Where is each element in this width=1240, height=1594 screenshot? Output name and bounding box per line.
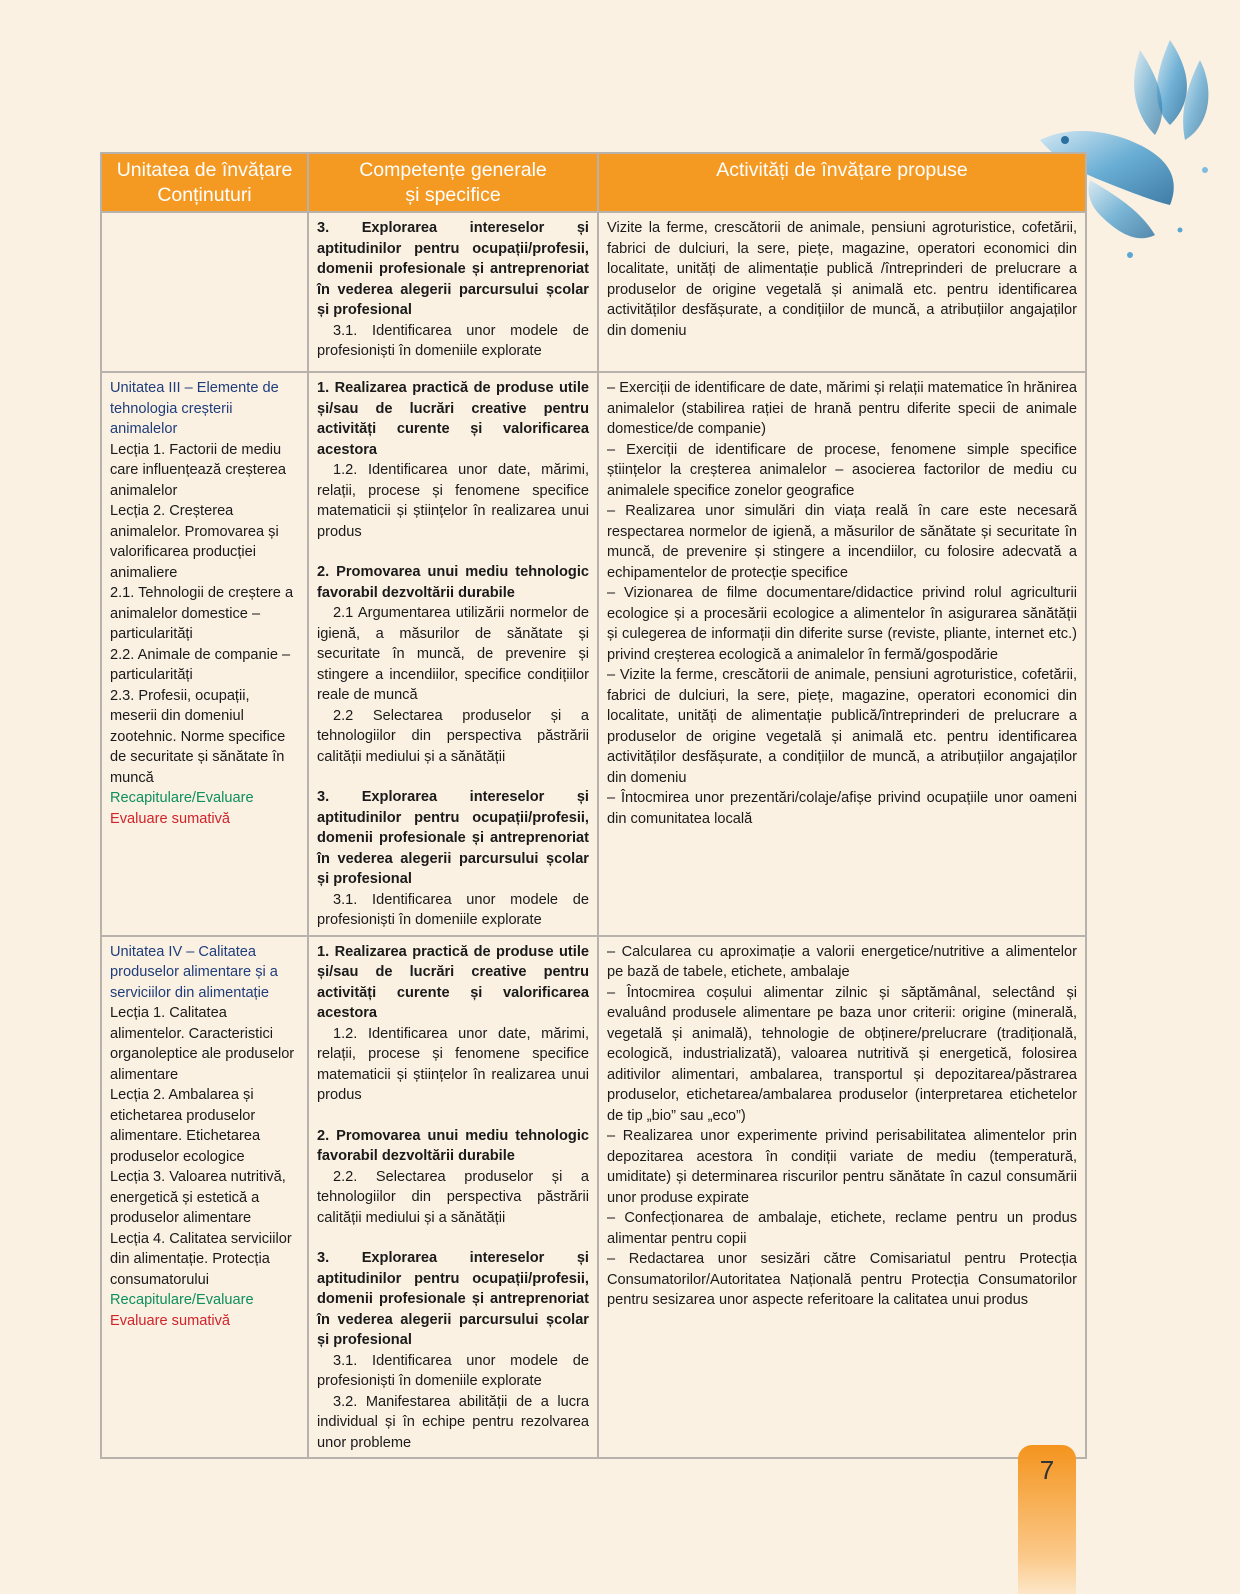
unit-title: Unitatea III – Elemente de tehnologia creșterii animalelor <box>110 380 279 437</box>
activity-item: – Exerciții de identificare de procese, fenomene simple specifice științelor la creșterea animalelor – asocierea factorilor de mediu cu animalele specifice zonelor geografice <box>607 441 1077 499</box>
activity-item: – Realizarea unor simulări din viața reală în care este necesară respectarea normelor de igienă, a măsurilor de sănătate și securitate în muncă, de prevenire și stingere a incendiilor, cu folosire adecvată a echipamentelor de protecție specifice <box>607 503 1077 581</box>
competences-cell <box>308 936 598 1459</box>
lesson-item: Lecția 3. Valoarea nutritivă, energetică și estetică a produselor alimentare <box>110 1169 286 1226</box>
summative-label: Evaluare sumativă <box>110 1312 231 1329</box>
competence-general: 3. Explorarea intereselor și aptitudinilor pentru ocupații/profesii, domenii profesionale și antreprenoriat în vederea alegerii parcursului școlar și profesional <box>317 789 589 887</box>
lesson-item: Lecția 2. Creșterea animalelor. Promovarea și valorificarea producției animaliere <box>110 503 279 581</box>
lesson-item: Lecția 1. Calitatea alimentelor. Caracteristici organoleptice ale produselor alimentare <box>110 1005 295 1083</box>
page-number: 7 <box>1039 1455 1055 1485</box>
competences-cell <box>308 372 598 936</box>
header-activities <box>598 153 1086 212</box>
competence-general: 1. Realizarea practică de produse utile și/sau de lucrări creative pentru activități curente și valorificarea acestora <box>317 380 589 458</box>
lesson-item: 2.2. Animale de companie – particularități <box>110 646 291 683</box>
competence-general: 3. Explorarea intereselor și aptitudinilor pentru ocupații/profesii, domenii profesionale și antreprenoriat în vederea alegerii parcursului școlar și profesional <box>317 1250 589 1348</box>
activities-cell <box>598 936 1086 1459</box>
recap-label: Recapitulare/Evaluare <box>110 1292 254 1308</box>
header-col3-line1: Activități de învățare propuse <box>716 159 968 181</box>
activity-item: Vizite la ferme, crescătorii de animale, pensiuni agroturistice, cofetării, fabrici de dulciuri, la sere, piețe, magazine, operatori economici din localitate, unități de alimentație publică /întreprinderi de prelucrare a produselor de origine vegetală și animală etc. pentru identificarea activităților desfășurate, a condițiilor de muncă, a atribuțiilor angajaților din domeniu <box>607 220 1077 339</box>
competence-specific: 2.1 Argumentarea utilizării normelor de igienă, a măsurilor de sănătate și securitate în muncă, de prevenire și stingere a incendiilor, specifice condițiilor reale de muncă <box>317 605 589 703</box>
unit-cell <box>101 936 308 1459</box>
header-competences <box>308 153 598 212</box>
recap-label: Recapitulare/Evaluare <box>110 790 254 806</box>
competence-specific: 2.2 Selectarea produselor și a tehnologiilor din perspectiva păstrării calității mediului și a sănătății <box>317 707 589 765</box>
summative-label: Evaluare sumativă <box>110 810 231 827</box>
competence-general: 2. Promovarea unui mediu tehnologic favorabil dezvoltării durabile <box>317 1127 589 1164</box>
competence-general: 1. Realizarea practică de produse utile și/sau de lucrări creative pentru activități curente și valorificarea acestora <box>317 943 589 1021</box>
activity-item: – Redactarea unor sesizări către Comisariatul pentru Protecția Consumatorilor/Autoritatea Națională pentru Protecția Consumatorilor pentru sesizarea unor aspecte referitoare la calitatea unui produs <box>607 1251 1077 1308</box>
competence-specific: 1.2. Identificarea unor date, mărimi, relații, procese și fenomene specifice matematicii și științelor în realizarea unui produs <box>317 462 589 540</box>
header-col1-line2: Conținuturi <box>157 184 252 206</box>
activity-item: – Întocmirea unor prezentări/colaje/afișe privind ocupațiile unor oameni din comunitatea locală <box>607 790 1077 827</box>
unit-cell <box>101 212 308 372</box>
activity-item: – Întocmirea coșului alimentar zilnic și săptămânal, selectând și evaluând produsele alimentare pe baza unor criterii: origine (minerală, vegetală și animală), tehnologie de obținere/prelucrare (tradițională, ecologică, industrializată), valoarea nutritivă și energetică, folosirea aditivilor alimentari, ambalarea, transportul și depozitarea/păstrarea produselor, etichetarea/ambalarea produselor (interpretarea etichetelor de tip „bio” sau „eco”) <box>607 984 1077 1124</box>
header-col1-line1: Unitatea de învățare <box>116 159 293 181</box>
competence-general: 3. Explorarea intereselor și aptitudinilor pentru ocupații/profesii, domenii profesionale și antreprenoriat în vederea alegerii parcursului școlar și profesional <box>317 220 589 318</box>
activity-item: – Calcularea cu aproximație a valorii energetice/nutritive a alimentelor pe bază de tabele, etichete, ambalaje <box>607 943 1077 980</box>
unit-cell <box>101 372 308 936</box>
lesson-item: Lecția 4. Calitatea serviciilor din alimentație. Protecția consumatorului <box>110 1230 292 1288</box>
competence-general: 2. Promovarea unui mediu tehnologic favorabil dezvoltării durabile <box>317 564 589 601</box>
activity-item: – Realizarea unor experimente privind perisabilitatea alimentelor prin depozitarea acestora în condiții variate de mediu (temperatură, umiditate) și determinarea riscurilor pentru sănătate în cazul consumării unor produse expirate <box>607 1128 1077 1206</box>
activity-item: – Vizionarea de filme documentare/didactice privind rolul agriculturii ecologice și a procesării ecologice a alimentelor în asigurarea sănătății și culegerea de informații din diferite surse (reviste, pliante, internet etc.) privind creșterea ecologică a animalelor în fermă/gospodărie <box>607 585 1077 663</box>
activities-cell <box>598 212 1086 372</box>
table-row <box>101 372 1086 936</box>
curriculum-table <box>100 152 1087 1459</box>
competence-specific: 3.1. Identificarea unor modele de profesioniști în domeniile explorate <box>317 1352 589 1389</box>
activities-cell <box>598 372 1086 936</box>
table-row <box>101 936 1086 1459</box>
lesson-item: 2.3. Profesii, ocupații, meserii din domeniul zootehnic. Norme specifice de securitate și sănătate în muncă <box>110 687 286 786</box>
table-row <box>101 212 1086 372</box>
competences-cell <box>308 212 598 372</box>
competence-specific: 1.2. Identificarea unor date, mărimi, relații, procese și fenomene specifice matematicii și științelor în realizarea unui produs <box>317 1025 589 1103</box>
header-col2-line1: Competențe generale <box>359 159 547 181</box>
competence-specific: 3.1. Identificarea unor modele de profesioniști în domeniile explorate <box>317 891 589 928</box>
competence-specific: 3.1. Identificarea unor modele de profesioniști în domeniile explorate <box>317 322 589 359</box>
activity-item: – Exerciții de identificare de date, mărimi și relații matematice în hrănirea animalelor (stabilirea rației de hrană pentru diferite specii de animale domestice/de companie) <box>607 380 1077 437</box>
competence-specific: 3.2. Manifestarea abilității de a lucra individual și în echipe pentru rezolvarea unor probleme <box>317 1393 589 1451</box>
header-col2-line2: și specifice <box>405 184 501 206</box>
header-learning-unit <box>101 153 308 212</box>
lesson-item: 2.1. Tehnologii de creștere a animalelor domestice – particularități <box>110 585 294 642</box>
lesson-item: Lecția 1. Factorii de mediu care influențează creșterea animalelor <box>110 441 287 499</box>
unit-title: Unitatea IV – Calitatea produselor alimentare și a serviciilor din alimentație <box>110 943 278 1001</box>
table-header-row <box>101 153 1086 212</box>
activity-item: – Confecționarea de ambalaje, etichete, reclame pentru un produs alimentar pentru copii <box>607 1210 1077 1247</box>
page-number-tab <box>1018 1445 1076 1594</box>
competence-specific: 2.2. Selectarea produselor și a tehnologiilor din perspectiva păstrării calității mediului și a sănătății <box>317 1168 589 1226</box>
lesson-item: Lecția 2. Ambalarea și etichetarea produselor alimentare. Etichetarea produselor ecologice <box>110 1087 261 1165</box>
activity-item: – Vizite la ferme, crescătorii de animale, pensiuni agroturistice, cofetării, fabrici de dulciuri, la sere, piețe, magazine, operatori economici din localitate, unități de alimentație publică/întreprinderi de prelucrare a produselor de origine vegetală și animală etc. pentru identificarea activităților desfășurate, a condițiilor de muncă, a atribuțiilor angajaților din domeniu <box>607 667 1077 786</box>
